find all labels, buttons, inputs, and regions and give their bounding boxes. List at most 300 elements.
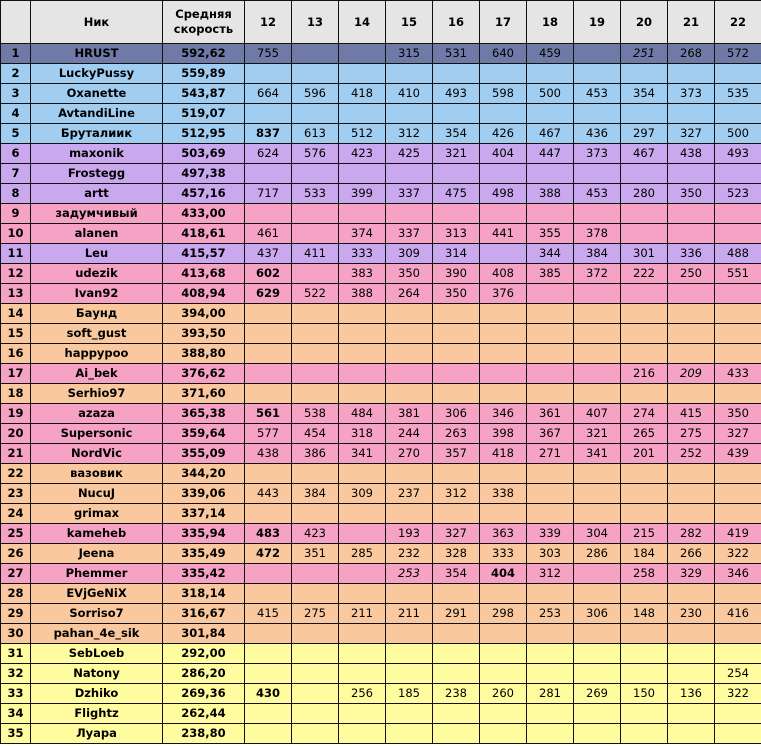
nickname-cell: soft_gust (31, 324, 163, 344)
row-number: 35 (1, 724, 31, 744)
score-cell-21 (668, 624, 715, 644)
score-cell-13 (292, 304, 339, 324)
score-cell-20: 354 (621, 84, 668, 104)
nickname-cell: вазовик (31, 464, 163, 484)
row-number: 23 (1, 484, 31, 504)
avg-speed-cell: 413,68 (163, 264, 245, 284)
score-cell-21 (668, 384, 715, 404)
score-cell-19: 372 (574, 264, 621, 284)
score-cell-13 (292, 464, 339, 484)
header-row (1, 1, 761, 44)
score-cell-18: 459 (527, 44, 574, 64)
score-cell-14: 423 (339, 144, 386, 164)
score-cell-16 (433, 584, 480, 604)
score-cell-13 (292, 704, 339, 724)
score-cell-22 (715, 284, 761, 304)
avg-speed-cell: 543,87 (163, 84, 245, 104)
table-row (1, 84, 761, 104)
nickname-cell: NordVic (31, 444, 163, 464)
avg-speed-cell: 393,50 (163, 324, 245, 344)
score-cell-19 (574, 364, 621, 384)
header-col-21: 21 (668, 1, 715, 44)
score-cell-19 (574, 164, 621, 184)
score-cell-14 (339, 364, 386, 384)
score-cell-20 (621, 164, 668, 184)
score-cell-22 (715, 484, 761, 504)
row-number: 13 (1, 284, 31, 304)
table-row (1, 124, 761, 144)
score-cell-21: 136 (668, 684, 715, 704)
score-cell-18 (527, 104, 574, 124)
score-cell-16 (433, 724, 480, 744)
nickname-cell: maxonik (31, 144, 163, 164)
score-cell-20 (621, 724, 668, 744)
score-cell-20 (621, 384, 668, 404)
score-cell-15 (386, 464, 433, 484)
score-cell-20 (621, 644, 668, 664)
score-cell-13: 533 (292, 184, 339, 204)
avg-speed-cell: 418,61 (163, 224, 245, 244)
score-cell-14 (339, 584, 386, 604)
row-number: 17 (1, 364, 31, 384)
score-cell-15: 312 (386, 124, 433, 144)
score-cell-12: 415 (245, 604, 292, 624)
score-cell-21: 268 (668, 44, 715, 64)
nickname-cell: Ivan92 (31, 284, 163, 304)
score-cell-15: 237 (386, 484, 433, 504)
score-cell-21 (668, 584, 715, 604)
header-num (1, 1, 31, 44)
score-cell-19: 407 (574, 404, 621, 424)
score-cell-15: 264 (386, 284, 433, 304)
score-cell-15: 270 (386, 444, 433, 464)
score-cell-21 (668, 204, 715, 224)
table-row (1, 364, 761, 384)
nickname-cell: Oxanette (31, 84, 163, 104)
score-cell-17 (480, 104, 527, 124)
score-cell-16: 475 (433, 184, 480, 204)
score-cell-18 (527, 384, 574, 404)
score-cell-17: 640 (480, 44, 527, 64)
score-cell-22: 488 (715, 244, 761, 264)
score-cell-18: 339 (527, 524, 574, 544)
score-cell-16 (433, 704, 480, 724)
score-cell-20: 274 (621, 404, 668, 424)
nickname-cell: grimax (31, 504, 163, 524)
score-cell-22 (715, 504, 761, 524)
score-cell-18: 361 (527, 404, 574, 424)
score-cell-22: 346 (715, 564, 761, 584)
row-number: 6 (1, 144, 31, 164)
score-cell-22 (715, 724, 761, 744)
score-cell-13 (292, 344, 339, 364)
score-cell-15: 309 (386, 244, 433, 264)
table-row (1, 444, 761, 464)
score-cell-12: 664 (245, 84, 292, 104)
table-row (1, 724, 761, 744)
score-cell-13 (292, 44, 339, 64)
score-cell-13 (292, 364, 339, 384)
score-cell-19 (574, 724, 621, 744)
score-cell-15 (386, 724, 433, 744)
score-cell-22: 322 (715, 684, 761, 704)
score-cell-17 (480, 384, 527, 404)
score-cell-20: 201 (621, 444, 668, 464)
score-cell-16 (433, 204, 480, 224)
score-cell-17 (480, 584, 527, 604)
score-cell-15: 185 (386, 684, 433, 704)
avg-speed-cell: 371,60 (163, 384, 245, 404)
score-cell-15 (386, 304, 433, 324)
row-number: 30 (1, 624, 31, 644)
score-cell-21: 275 (668, 424, 715, 444)
table-row (1, 704, 761, 724)
score-cell-17 (480, 364, 527, 384)
score-cell-16: 531 (433, 44, 480, 64)
score-cell-13: 522 (292, 284, 339, 304)
score-cell-12 (245, 724, 292, 744)
score-cell-15: 244 (386, 424, 433, 444)
score-cell-22: 327 (715, 424, 761, 444)
score-cell-17: 498 (480, 184, 527, 204)
score-cell-16: 328 (433, 544, 480, 564)
header-col-13: 13 (292, 1, 339, 44)
score-cell-16: 314 (433, 244, 480, 264)
row-number: 16 (1, 344, 31, 364)
score-cell-16 (433, 664, 480, 684)
score-cell-22: 551 (715, 264, 761, 284)
avg-speed-cell: 512,95 (163, 124, 245, 144)
score-cell-15: 253 (386, 564, 433, 584)
score-cell-18 (527, 284, 574, 304)
avg-speed-cell: 415,57 (163, 244, 245, 264)
score-cell-17 (480, 204, 527, 224)
row-number: 11 (1, 244, 31, 264)
nickname-cell: Jeena (31, 544, 163, 564)
score-cell-13 (292, 264, 339, 284)
score-cell-19: 286 (574, 544, 621, 564)
row-number: 8 (1, 184, 31, 204)
row-number: 1 (1, 44, 31, 64)
score-cell-14 (339, 464, 386, 484)
score-cell-12: 602 (245, 264, 292, 284)
score-cell-21: 336 (668, 244, 715, 264)
row-number: 19 (1, 404, 31, 424)
row-number: 27 (1, 564, 31, 584)
score-cell-14: 418 (339, 84, 386, 104)
score-cell-22: 572 (715, 44, 761, 64)
score-cell-14 (339, 304, 386, 324)
score-cell-14: 341 (339, 444, 386, 464)
score-cell-16: 238 (433, 684, 480, 704)
score-cell-22 (715, 64, 761, 84)
score-cell-19 (574, 484, 621, 504)
score-cell-12 (245, 564, 292, 584)
score-cell-20: 280 (621, 184, 668, 204)
score-cell-16: 263 (433, 424, 480, 444)
score-cell-14: 256 (339, 684, 386, 704)
score-cell-16: 493 (433, 84, 480, 104)
nickname-cell: Ai_bek (31, 364, 163, 384)
score-cell-15 (386, 704, 433, 724)
score-cell-17 (480, 64, 527, 84)
header-col-15: 15 (386, 1, 433, 44)
score-cell-15: 232 (386, 544, 433, 564)
avg-speed-cell: 292,00 (163, 644, 245, 664)
score-cell-22: 439 (715, 444, 761, 464)
score-cell-14 (339, 624, 386, 644)
table-row (1, 584, 761, 604)
avg-speed-cell: 365,38 (163, 404, 245, 424)
avg-speed-cell: 394,00 (163, 304, 245, 324)
score-cell-17 (480, 704, 527, 724)
score-cell-16 (433, 64, 480, 84)
score-cell-12 (245, 64, 292, 84)
score-cell-17: 363 (480, 524, 527, 544)
score-cell-21: 373 (668, 84, 715, 104)
nickname-cell: Supersonic (31, 424, 163, 444)
score-cell-14 (339, 504, 386, 524)
score-cell-18: 367 (527, 424, 574, 444)
score-cell-12 (245, 664, 292, 684)
score-cell-17 (480, 304, 527, 324)
score-cell-13 (292, 224, 339, 244)
avg-speed-cell: 503,69 (163, 144, 245, 164)
nickname-cell: alanen (31, 224, 163, 244)
score-cell-14 (339, 524, 386, 544)
row-number: 20 (1, 424, 31, 444)
score-cell-13 (292, 504, 339, 524)
score-cell-17: 338 (480, 484, 527, 504)
score-cell-13 (292, 564, 339, 584)
score-cell-19 (574, 584, 621, 604)
score-cell-22: 523 (715, 184, 761, 204)
score-cell-20: 265 (621, 424, 668, 444)
score-cell-18: 500 (527, 84, 574, 104)
nickname-cell: Leu (31, 244, 163, 264)
score-cell-14 (339, 204, 386, 224)
score-cell-12: 443 (245, 484, 292, 504)
score-cell-19: 453 (574, 84, 621, 104)
avg-speed-cell: 355,09 (163, 444, 245, 464)
score-cell-21 (668, 304, 715, 324)
score-cell-20 (621, 504, 668, 524)
score-cell-13 (292, 384, 339, 404)
score-cell-17: 441 (480, 224, 527, 244)
score-cell-14: 383 (339, 264, 386, 284)
avg-speed-cell: 592,62 (163, 44, 245, 64)
score-cell-15 (386, 204, 433, 224)
table-row (1, 284, 761, 304)
score-cell-15 (386, 364, 433, 384)
score-cell-15 (386, 644, 433, 664)
score-cell-16 (433, 324, 480, 344)
score-cell-12: 461 (245, 224, 292, 244)
avg-speed-cell: 344,20 (163, 464, 245, 484)
row-number: 22 (1, 464, 31, 484)
score-cell-12: 430 (245, 684, 292, 704)
score-cell-21: 415 (668, 404, 715, 424)
header-col-14: 14 (339, 1, 386, 44)
row-number: 15 (1, 324, 31, 344)
score-cell-21: 329 (668, 564, 715, 584)
score-cell-14: 399 (339, 184, 386, 204)
row-number: 24 (1, 504, 31, 524)
score-cell-16 (433, 504, 480, 524)
table-row (1, 544, 761, 564)
score-cell-19 (574, 104, 621, 124)
score-cell-14: 285 (339, 544, 386, 564)
table-row (1, 344, 761, 364)
score-cell-14: 512 (339, 124, 386, 144)
score-cell-16 (433, 464, 480, 484)
score-cell-13 (292, 164, 339, 184)
nickname-cell: pahan_4e_sik (31, 624, 163, 644)
score-cell-12: 629 (245, 284, 292, 304)
score-cell-18: 447 (527, 144, 574, 164)
score-cell-13 (292, 724, 339, 744)
score-cell-22: 493 (715, 144, 761, 164)
score-cell-15 (386, 104, 433, 124)
score-cell-14: 388 (339, 284, 386, 304)
table-row (1, 184, 761, 204)
row-number: 33 (1, 684, 31, 704)
score-cell-17: 376 (480, 284, 527, 304)
score-cell-20: 301 (621, 244, 668, 264)
score-cell-14 (339, 664, 386, 684)
score-cell-21: 438 (668, 144, 715, 164)
score-cell-12 (245, 704, 292, 724)
score-cell-15: 315 (386, 44, 433, 64)
table-row (1, 564, 761, 584)
table-row (1, 624, 761, 644)
score-cell-18 (527, 204, 574, 224)
score-cell-13 (292, 204, 339, 224)
table-row (1, 504, 761, 524)
score-cell-21: 230 (668, 604, 715, 624)
score-cell-17 (480, 724, 527, 744)
score-cell-19 (574, 204, 621, 224)
score-cell-19 (574, 644, 621, 664)
score-cell-12 (245, 364, 292, 384)
nickname-cell: SebLoeb (31, 644, 163, 664)
avg-speed-cell: 359,64 (163, 424, 245, 444)
score-cell-18: 281 (527, 684, 574, 704)
score-cell-20: 148 (621, 604, 668, 624)
table-row (1, 484, 761, 504)
avg-speed-cell: 262,44 (163, 704, 245, 724)
score-cell-17: 598 (480, 84, 527, 104)
score-cell-19 (574, 344, 621, 364)
score-cell-12 (245, 624, 292, 644)
score-cell-21: 209 (668, 364, 715, 384)
score-cell-15 (386, 324, 433, 344)
score-cell-19 (574, 564, 621, 584)
nickname-cell: EVjGeNiX (31, 584, 163, 604)
score-cell-16: 354 (433, 124, 480, 144)
score-cell-20 (621, 104, 668, 124)
score-cell-22 (715, 644, 761, 664)
table-row (1, 324, 761, 344)
score-cell-22 (715, 584, 761, 604)
table-row (1, 244, 761, 264)
score-cell-19 (574, 284, 621, 304)
score-cell-17 (480, 644, 527, 664)
score-cell-13: 411 (292, 244, 339, 264)
row-number: 26 (1, 544, 31, 564)
score-cell-14: 484 (339, 404, 386, 424)
score-cell-21 (668, 344, 715, 364)
score-cell-15: 193 (386, 524, 433, 544)
score-cell-21 (668, 724, 715, 744)
score-cell-15: 381 (386, 404, 433, 424)
score-cell-16: 312 (433, 484, 480, 504)
score-cell-21: 327 (668, 124, 715, 144)
score-cell-14: 211 (339, 604, 386, 624)
row-number: 32 (1, 664, 31, 684)
nickname-cell: kameheb (31, 524, 163, 544)
score-cell-14 (339, 724, 386, 744)
score-cell-12: 717 (245, 184, 292, 204)
score-cell-13 (292, 644, 339, 664)
score-cell-17: 426 (480, 124, 527, 144)
row-number: 31 (1, 644, 31, 664)
row-number: 28 (1, 584, 31, 604)
score-cell-18: 385 (527, 264, 574, 284)
score-cell-19 (574, 384, 621, 404)
score-cell-13 (292, 664, 339, 684)
avg-speed-cell: 433,00 (163, 204, 245, 224)
score-cell-13: 596 (292, 84, 339, 104)
score-cell-12 (245, 644, 292, 664)
score-cell-14: 309 (339, 484, 386, 504)
score-cell-13 (292, 64, 339, 84)
score-cell-13 (292, 104, 339, 124)
score-cell-12 (245, 104, 292, 124)
score-cell-19 (574, 504, 621, 524)
score-cell-18 (527, 724, 574, 744)
score-cell-19: 304 (574, 524, 621, 544)
nickname-cell: happypoo (31, 344, 163, 364)
score-cell-20: 258 (621, 564, 668, 584)
score-cell-17 (480, 504, 527, 524)
score-cell-16 (433, 644, 480, 664)
table-row (1, 404, 761, 424)
nickname-cell: Баунд (31, 304, 163, 324)
table-row (1, 524, 761, 544)
score-cell-19 (574, 624, 621, 644)
score-cell-22: 419 (715, 524, 761, 544)
score-cell-20 (621, 624, 668, 644)
score-cell-14 (339, 644, 386, 664)
table-row (1, 144, 761, 164)
score-cell-17: 260 (480, 684, 527, 704)
row-number: 5 (1, 124, 31, 144)
score-cell-16 (433, 344, 480, 364)
score-cell-22 (715, 344, 761, 364)
score-cell-21: 252 (668, 444, 715, 464)
avg-speed-cell: 337,14 (163, 504, 245, 524)
avg-speed-cell: 388,80 (163, 344, 245, 364)
score-cell-16 (433, 624, 480, 644)
row-number: 18 (1, 384, 31, 404)
score-cell-20: 184 (621, 544, 668, 564)
table-row (1, 44, 761, 64)
score-cell-18 (527, 584, 574, 604)
score-cell-20 (621, 284, 668, 304)
score-cell-16: 321 (433, 144, 480, 164)
score-cell-19: 373 (574, 144, 621, 164)
